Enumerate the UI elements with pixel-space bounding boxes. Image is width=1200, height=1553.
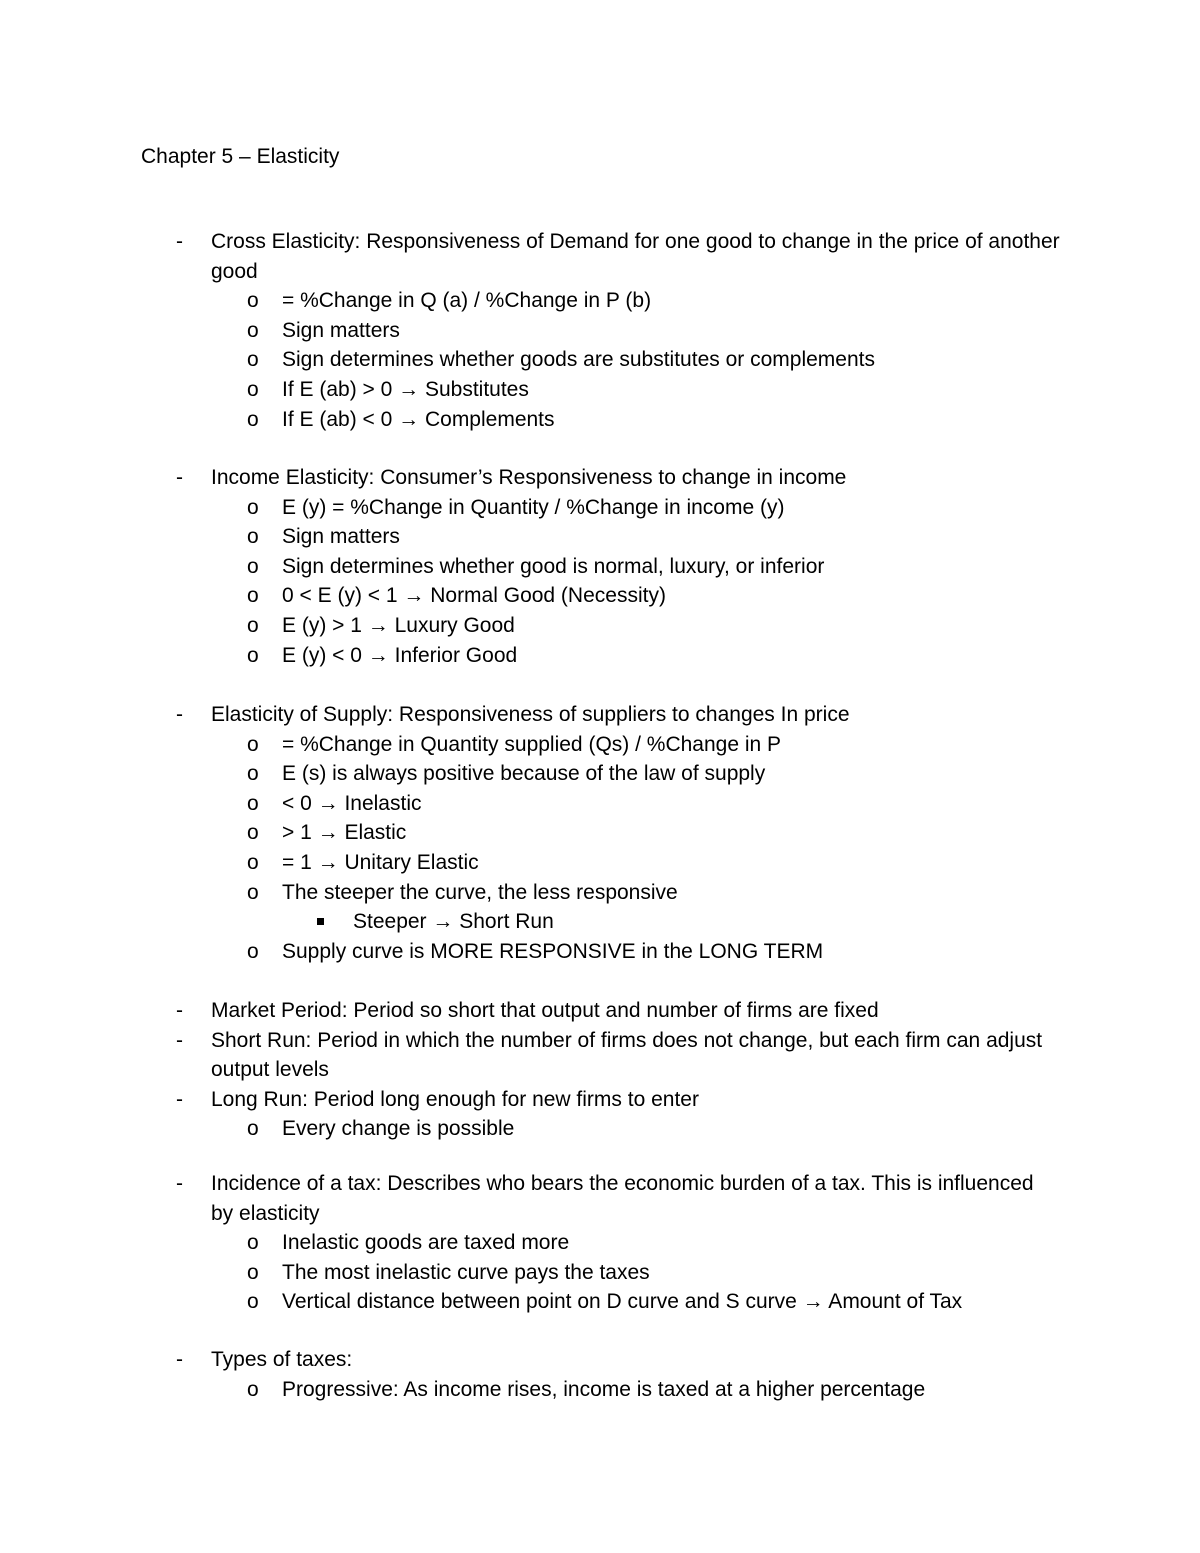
sub-list-item <box>0 286 1200 316</box>
list-item-text: Elasticity of Supply: Responsiveness of suppliers to changes In price <box>211 703 850 726</box>
sub-list-item-text: = %Change in Q (a) / %Change in P (b) <box>282 289 652 313</box>
sub-list-item-text: E (y) < 0 → Inferior Good <box>282 643 518 667</box>
dash-bullet: - <box>176 1087 183 1111</box>
sub-list-item <box>0 1228 1200 1258</box>
list-item <box>0 996 1061 1026</box>
circle-bullet: o <box>247 643 259 667</box>
sub-list-item <box>0 552 1200 582</box>
circle-bullet: o <box>247 732 259 756</box>
circle-bullet: o <box>247 554 259 578</box>
list-item <box>0 1345 1061 1375</box>
sub-list-item-text: Every change is possible <box>282 1117 515 1141</box>
list-item <box>0 1026 1061 1085</box>
dash-bullet: - <box>176 230 183 253</box>
sub-list-item <box>0 848 1200 878</box>
sub-list-item <box>0 375 1200 405</box>
sub-list-item <box>0 581 1200 611</box>
circle-bullet: o <box>247 407 259 431</box>
dash-bullet: - <box>176 1028 183 1052</box>
sub-list-item-text: If E (ab) < 0 → Complements <box>282 407 555 431</box>
sub-list-item-text: > 1 → Elastic <box>282 821 407 845</box>
sub-list-item <box>0 1287 1200 1317</box>
circle-bullet: o <box>247 1377 259 1401</box>
section <box>0 996 1200 1144</box>
sub-list-item-text: The most inelastic curve pays the taxes <box>282 1260 650 1284</box>
sub-list-item-text: Progressive: As income rises, income is taxed at a higher percentage <box>282 1377 926 1401</box>
list-item <box>0 227 1061 286</box>
sub-list-item <box>0 818 1200 848</box>
sub-list-item-text: Sign matters <box>282 318 400 342</box>
sub-list-item <box>0 405 1200 435</box>
circle-bullet: o <box>247 525 259 549</box>
section <box>0 1345 1200 1404</box>
sub-list-item-text: Sign determines whether good is normal, luxury, or inferior <box>282 554 825 578</box>
circle-bullet: o <box>247 1290 259 1314</box>
sub-list-item-text: Vertical distance between point on D curve and S curve → Amount of Tax <box>282 1290 963 1314</box>
circle-bullet: o <box>247 1260 259 1284</box>
sub-list-item-text: Sign matters <box>282 525 400 549</box>
section <box>0 700 1200 966</box>
list-item <box>0 1169 1061 1228</box>
square-bullet <box>317 918 324 925</box>
section <box>0 1169 1200 1317</box>
circle-bullet: o <box>247 880 259 904</box>
sub-list-item-text: = %Change in Quantity supplied (Qs) / %Change in P <box>282 732 782 756</box>
circle-bullet: o <box>247 584 259 608</box>
sub-list-item <box>0 641 1200 671</box>
sub-list-item <box>0 493 1200 523</box>
sub-list-item <box>0 878 1200 908</box>
dash-bullet: - <box>176 1348 183 1371</box>
sub-list-item-text: < 0 → Inelastic <box>282 791 422 815</box>
list-item-text: Long Run: Period long enough for new firms to enter <box>211 1087 699 1111</box>
list-item-text: Incidence of a tax: Describes who bears the economic burden of a tax. This is influenced by elasticity <box>211 1172 1034 1225</box>
page-title: Chapter 5 – Elasticity <box>141 145 340 168</box>
dash-bullet: - <box>176 466 183 489</box>
sub-list-item <box>0 1114 1200 1144</box>
circle-bullet: o <box>247 318 259 342</box>
circle-bullet: o <box>247 495 259 519</box>
sub-list-item <box>0 345 1200 375</box>
list-item-text: Cross Elasticity: Responsiveness of Demand for one good to change in the price of another good <box>211 230 1060 283</box>
list-item-text: Types of taxes: <box>211 1348 353 1371</box>
list-item <box>0 700 1061 730</box>
dash-bullet: - <box>176 703 183 726</box>
sub-list-item-text: 0 < E (y) < 1 → Normal Good (Necessity) <box>282 584 666 608</box>
sub-list-item <box>0 730 1200 760</box>
circle-bullet: o <box>247 289 259 313</box>
sub-list-item-text: Inelastic goods are taxed more <box>282 1231 570 1255</box>
list-item-text: Income Elasticity: Consumer’s Responsiveness to change in income <box>211 466 847 489</box>
sub-list-item-text: = 1 → Unitary Elastic <box>282 850 479 874</box>
sub-list-item-text: E (y) = %Change in Quantity / %Change in income (y) <box>282 495 785 519</box>
sub-list-item <box>0 759 1200 789</box>
dash-bullet: - <box>176 999 183 1022</box>
circle-bullet: o <box>247 821 259 845</box>
list-item-text: Market Period: Period so short that output and number of firms are fixed <box>211 999 879 1022</box>
sub-list-item <box>0 611 1200 641</box>
sub-sub-list-item <box>0 907 1200 937</box>
sub-list-item <box>0 1375 1200 1405</box>
sub-list-item <box>0 522 1200 552</box>
sub-list-item-text: E (s) is always positive because of the law of supply <box>282 762 766 786</box>
sub-sub-list-item-text: Steeper → Short Run <box>353 910 554 934</box>
sub-list-item-text: Supply curve is MORE RESPONSIVE in the LONG TERM <box>282 939 824 963</box>
sub-list-item <box>0 316 1200 346</box>
sub-list-item-text: The steeper the curve, the less responsive <box>282 880 678 904</box>
sub-list-item-text: E (y) > 1 → Luxury Good <box>282 613 515 637</box>
circle-bullet: o <box>247 762 259 786</box>
circle-bullet: o <box>247 791 259 815</box>
sub-list-item <box>0 1258 1200 1288</box>
section <box>0 227 1200 434</box>
list-item-text: Short Run: Period in which the number of firms does not change, but each firm can adjust output levels <box>211 1028 1043 1082</box>
dash-bullet: - <box>176 1172 183 1195</box>
list-item <box>0 1085 1061 1115</box>
circle-bullet: o <box>247 1231 259 1255</box>
list-item <box>0 463 1061 493</box>
circle-bullet: o <box>247 850 259 874</box>
sub-list-item-text: If E (ab) > 0 → Substitutes <box>282 377 529 401</box>
circle-bullet: o <box>247 377 259 401</box>
circle-bullet: o <box>247 613 259 637</box>
circle-bullet: o <box>247 939 259 963</box>
sub-list-item-text: Sign determines whether goods are substitutes or complements <box>282 348 875 372</box>
sub-list-item <box>0 937 1200 967</box>
section <box>0 463 1200 670</box>
sub-list-item <box>0 789 1200 819</box>
circle-bullet: o <box>247 1117 259 1141</box>
circle-bullet: o <box>247 348 259 372</box>
